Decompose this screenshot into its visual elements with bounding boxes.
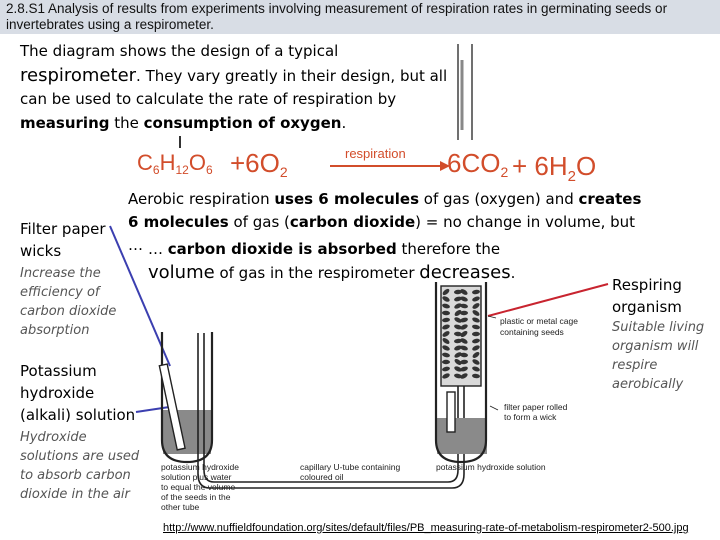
label-right: potassium hydroxide solution: [436, 462, 546, 472]
aerobic-text-3: of gas (: [228, 213, 290, 231]
respirometer-top-tube: [458, 44, 472, 140]
label-utube-2: coloured oil: [300, 472, 344, 482]
label-left-2: solution plus water: [161, 472, 232, 482]
label-utube-1: capillary U-tube containing: [300, 462, 401, 472]
source-link[interactable]: http://www.nuffieldfoundation.org/sites/default/files/PB_measuring-rate-of-metabolism-respirometer2-500.jpg: [163, 522, 689, 534]
intro-text-4: .: [341, 113, 347, 132]
co2-text-4: .: [510, 264, 516, 282]
intro-keyword: respirometer: [20, 64, 137, 86]
filter-paper-title: Filter paper wicks: [20, 220, 106, 260]
aerobic-text-1: Aerobic respiration: [128, 190, 275, 208]
right-wick: [447, 392, 455, 432]
equation-arrow-label: respiration: [345, 146, 406, 161]
label-left-1: potassium hydroxide: [161, 462, 239, 472]
label-cage-2: containing seeds: [500, 327, 564, 337]
intro-text-2: . They vary greatly in their design, but all can be used to calculate the rate of respiration by: [20, 66, 448, 108]
co2-absorbed: carbon dioxide is absorbed: [167, 240, 397, 258]
label-left-3: to equal the volume: [161, 482, 236, 492]
co2-text-2: therefore the: [396, 240, 501, 258]
equation-co2: 6CO2: [447, 148, 509, 180]
aerobic-creates: creates 6 molecules: [128, 190, 642, 231]
equation-glucose: C6H12O6: [137, 150, 213, 177]
co2-text-3: of gas in the respirometer: [214, 264, 420, 282]
label-left-4: of the seeds in the: [161, 492, 231, 502]
respiring-note: Suitable living organism will respire aerobically: [612, 320, 705, 392]
co2-absorbed-note: [148, 238, 568, 285]
label-cage-1: plastic or metal cage: [500, 316, 578, 326]
respiring-title: Respiring organism: [612, 276, 682, 316]
intro-measuring: measuring: [20, 113, 110, 132]
respiration-equation: [137, 146, 596, 185]
co2-text-1: …: [148, 240, 168, 258]
aerobic-co2: carbon dioxide: [289, 213, 416, 231]
filter-paper-note: Increase the efficiency of carbon dioxide absorption: [20, 266, 117, 338]
aerobic-text-2: of gas (oxygen) and: [419, 190, 579, 208]
potassium-title: Potassium hydroxide (alkali) solution: [20, 362, 136, 424]
right-test-tube: [436, 282, 487, 462]
co2-volume: volume: [148, 262, 215, 283]
intro-text-3: the: [109, 113, 144, 132]
right-tube-liquid: [437, 418, 487, 454]
co2-decreases: decreases: [419, 262, 511, 283]
label-wick-2: to form a wick: [504, 412, 557, 422]
label-left-5: other tube: [161, 502, 200, 512]
respiring-pointer: [488, 284, 608, 316]
equation-water: + $6H_2O$: [512, 151, 597, 185]
slide-title: 2.8.S1 Analysis of results from experiments involving measurement of respiration rates in germinating seeds or invertebrates using a respirometer.: [6, 1, 668, 32]
aerobic-text-4: ) = no change in volume, but …: [128, 213, 636, 254]
aerobic-uses: uses 6 molecules: [274, 190, 420, 208]
label-wick-1: filter paper rolled: [504, 402, 568, 412]
intro-consumption: consumption of oxygen: [143, 113, 342, 132]
intro-text-1: The diagram shows the design of a typical: [20, 42, 339, 60]
equation-oxygen: +6O2: [230, 148, 288, 180]
seed: [442, 360, 450, 364]
potassium-note: Hydroxide solutions are used to absorb carbon dioxide in the air: [20, 430, 140, 502]
